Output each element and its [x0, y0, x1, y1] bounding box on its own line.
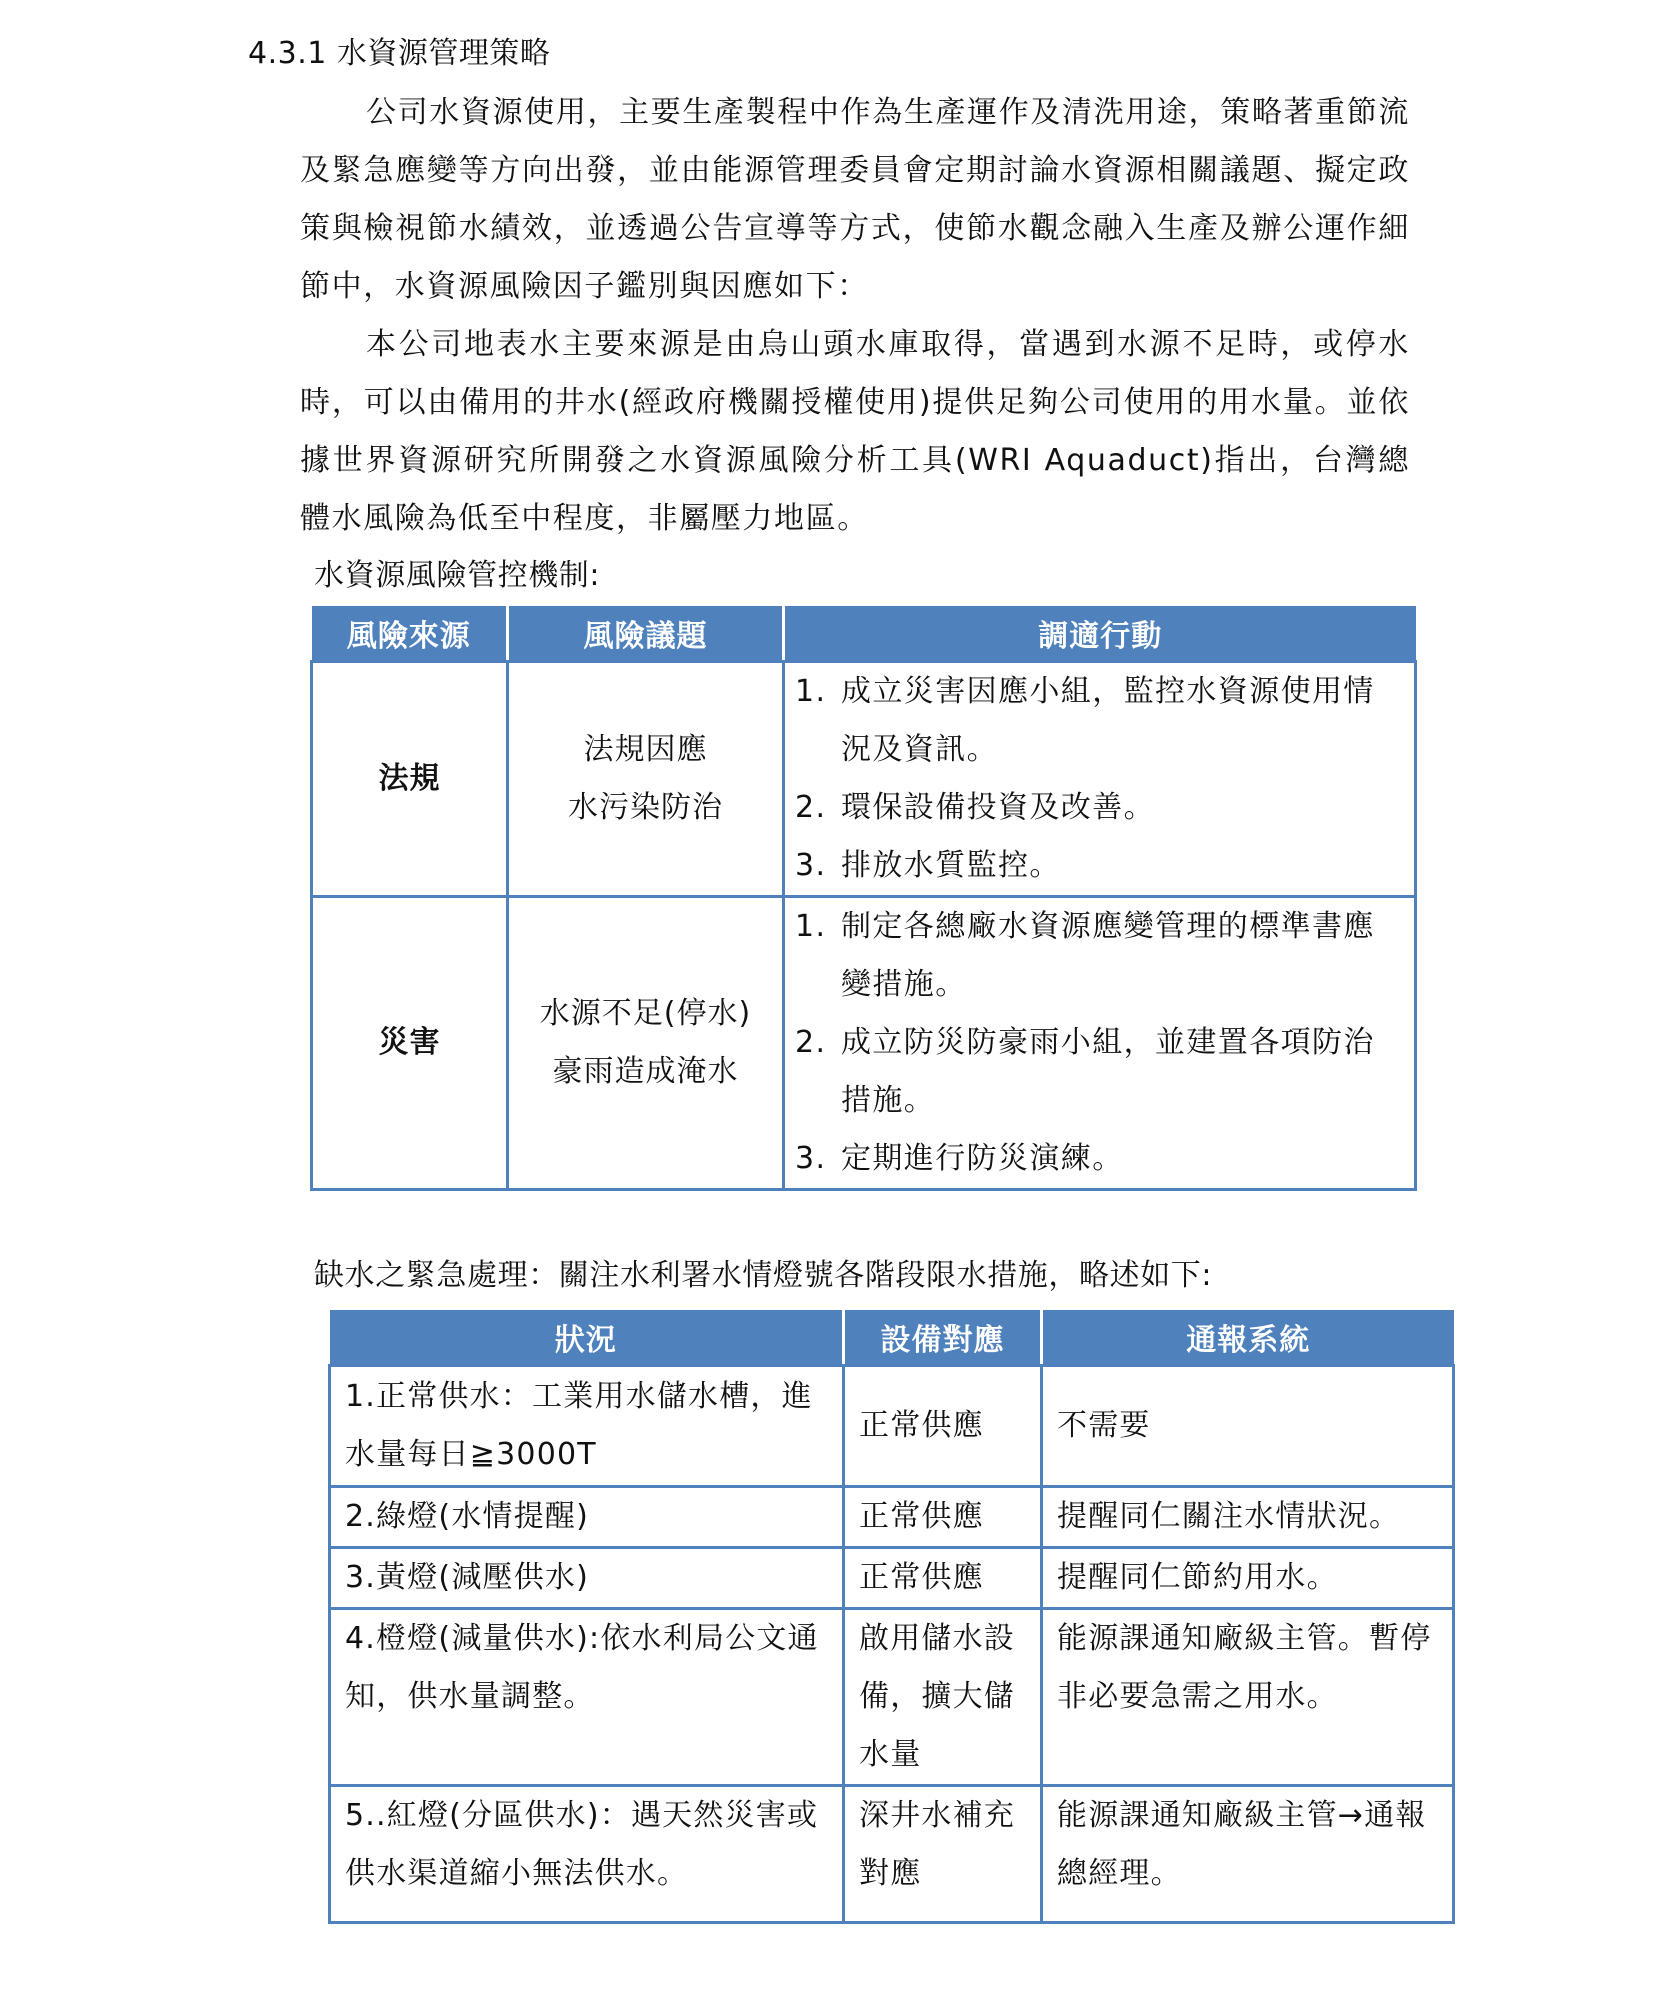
- equipment-cell: 啟用儲水設備，擴大儲水量: [844, 1609, 1042, 1786]
- status-cell: 5..紅燈(分區供水)：遇天然災害或供水渠道縮小無法供水。: [330, 1786, 844, 1923]
- equipment-cell: 深井水補充對應: [844, 1786, 1042, 1923]
- report-cell: 提醒同仁關注水情狀況。: [1042, 1487, 1454, 1548]
- risk-issue-cell: [508, 662, 784, 897]
- intro-paragraph: 公司水資源使用，主要生產製程中作為生產運作及清洗用途，策略著重節流及緊急應變等方向出發，並由能源管理委員會定期討論水資源相關議題、擬定政策與檢視節水績效，並透過公告宣導等方式，使節水觀念融入生產及辦公運作細節中，水資源風險因子鑑別與因應如下：: [300, 95, 1410, 304]
- table-header-row: [330, 1310, 1454, 1366]
- report-cell: 不需要: [1042, 1366, 1454, 1487]
- risk-issue-cell: [508, 897, 784, 1190]
- header-risk-issue: 風險議題: [508, 606, 784, 662]
- water-shortage-emergency-table: [328, 1310, 1455, 1924]
- table-row: [312, 897, 1416, 1190]
- emergency-table-caption: 缺水之緊急處理：關注水利署水情燈號各階段限水措施，略述如下:: [314, 1258, 1213, 1293]
- list-item: 3. 排放水質監控。: [795, 848, 1061, 883]
- table-row: [330, 1548, 1454, 1609]
- table-row: [330, 1786, 1454, 1923]
- table-row: [312, 662, 1416, 897]
- status-cell: 3.黃燈(減壓供水): [330, 1548, 844, 1609]
- header-status: 狀況: [330, 1310, 844, 1366]
- header-equipment: 設備對應: [844, 1310, 1042, 1366]
- equipment-cell: 正常供應: [844, 1487, 1042, 1548]
- action-list: [795, 663, 1404, 895]
- report-cell: 能源課通知廠級主管→通報總經理。: [1042, 1786, 1454, 1923]
- status-cell: 1.正常供水：工業用水儲水槽，進水量每日≧3000T: [330, 1366, 844, 1487]
- adaptation-actions-cell: [784, 662, 1416, 897]
- adaptation-actions-cell: [784, 897, 1416, 1190]
- table-row: [330, 1366, 1454, 1487]
- risk-source-cell: 災害: [312, 897, 508, 1190]
- water-source-paragraph: 本公司地表水主要來源是由烏山頭水庫取得，當遇到水源不足時，或停水時，可以由備用的井水(經政府機關授權使用)提供足夠公司使用的用水量。並依據世界資源研究所開發之水資源風險分析工具(WRI Aquaduct)指出，台灣總體水風險為低至中程度，非屬壓力地區。: [300, 327, 1410, 536]
- section-title: 4.3.1 水資源管理策略: [248, 36, 551, 71]
- risk-issue-line: 水污染防治: [568, 790, 723, 825]
- header-adaptation-action: 調適行動: [784, 606, 1416, 662]
- risk-issue-line: 豪雨造成淹水: [552, 1054, 739, 1089]
- list-item: 1. 制定各總廠水資源應變管理的標準書應變措施。: [795, 909, 1375, 1002]
- table-row: [330, 1487, 1454, 1548]
- header-risk-source: 風險來源: [312, 606, 508, 662]
- equipment-cell: 正常供應: [844, 1548, 1042, 1609]
- header-report-system: 通報系統: [1042, 1310, 1454, 1366]
- risk-source-cell: 法規: [312, 662, 508, 897]
- list-item: 2. 成立防災防豪雨小組，並建置各項防治措施。: [795, 1025, 1375, 1118]
- risk-table-caption: 水資源風險管控機制:: [314, 558, 601, 593]
- report-cell: 能源課通知廠級主管。暫停非必要急需之用水。: [1042, 1609, 1454, 1786]
- action-list: [795, 898, 1404, 1188]
- status-cell: 2.綠燈(水情提醒): [330, 1487, 844, 1548]
- list-item: 2. 環保設備投資及改善。: [795, 790, 1155, 825]
- risk-issue-line: 法規因應: [583, 732, 708, 767]
- list-item: 3. 定期進行防災演練。: [795, 1141, 1124, 1176]
- status-cell: 4.橙燈(減量供水):依水利局公文通知，供水量調整。: [330, 1609, 844, 1786]
- equipment-cell: 正常供應: [844, 1366, 1042, 1487]
- report-cell: 提醒同仁節約用水。: [1042, 1548, 1454, 1609]
- table-row: [330, 1609, 1454, 1786]
- risk-control-table: [310, 606, 1417, 1191]
- list-item: 1. 成立災害因應小組，監控水資源使用情況及資訊。: [795, 674, 1375, 767]
- table-header-row: [312, 606, 1416, 662]
- risk-issue-line: 水源不足(停水): [539, 996, 752, 1031]
